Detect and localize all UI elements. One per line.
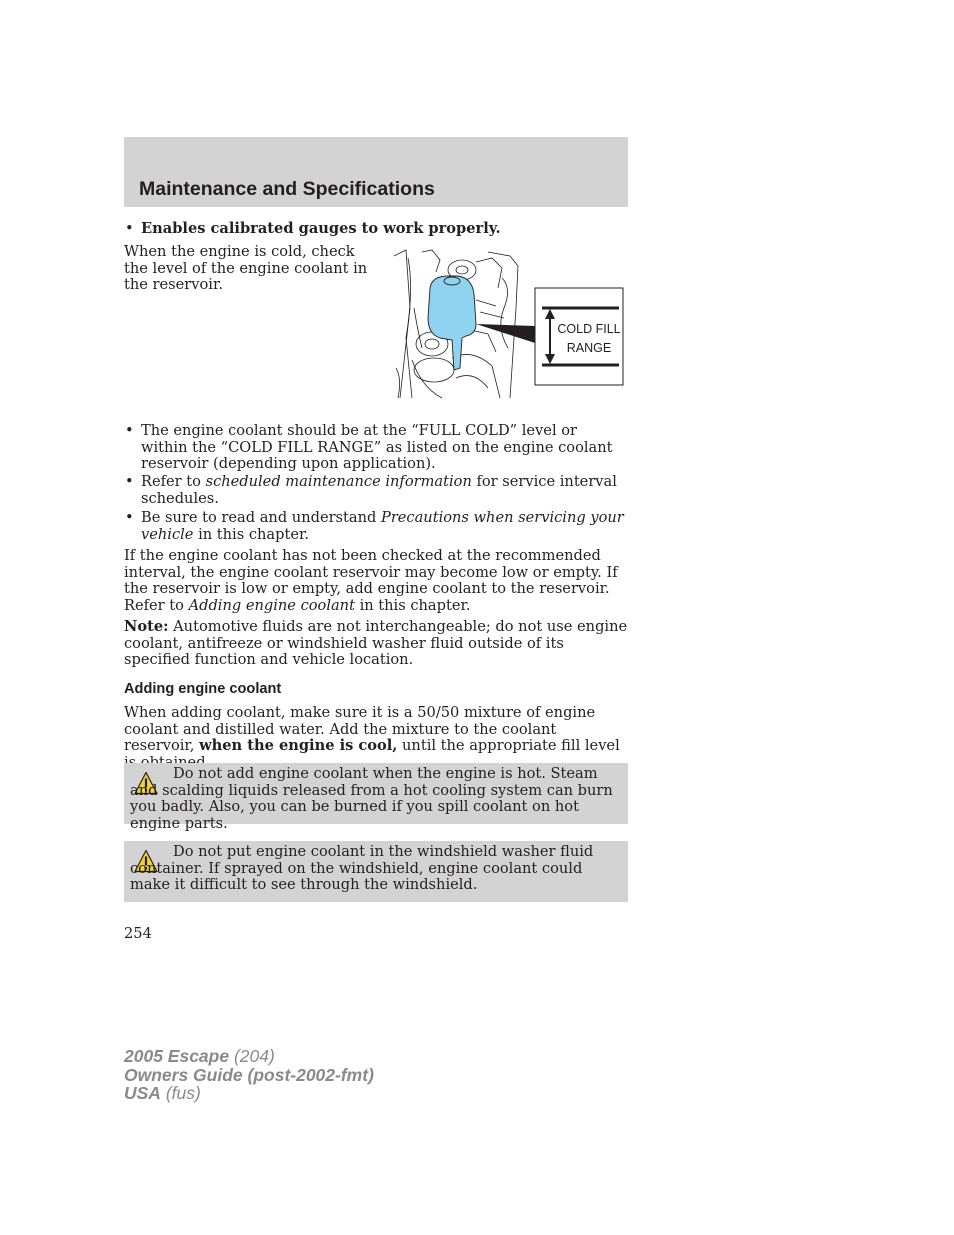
intro-paragraph: When the engine is cold, check the level of the engine coolant in the reservoir. <box>124 243 368 294</box>
list-item <box>124 474 628 507</box>
cold-fill-label-box <box>535 288 623 385</box>
section-heading: Adding engine coolant <box>124 681 282 697</box>
bullet-text: Enables calibrated gauges to work properly. <box>141 220 501 237</box>
body-paragraph: When adding coolant, make sure it is a 50/50 mixture of engine coolant and distilled water. Add the mixture to the coolant reservoir, when the engine is cool, until the appropriate fill level <box>124 704 620 755</box>
warning-box <box>124 841 628 902</box>
bullet-marker: • <box>125 422 134 439</box>
bullet-text: Be sure to read and understand Precautions when servicing your vehicle in this chapter. <box>141 509 624 543</box>
warning-text: Do not put engine coolant in the windshield washer fluid container. If sprayed on the windshield, engine coolant could make it difficult to see through the windshield. <box>130 843 594 894</box>
body-paragraph: If the engine coolant has not been checked at the recommended interval, the engine coolant reservoir may become low or empty. If the reservoir is low or empty, add engine coolant to the reservoir. Refer to Adding engine coolant in this chapter. <box>124 547 618 614</box>
bullet-text: The engine coolant should be at the “FULL COLD” level or within the “COLD FILL RANGE” as listed on the engine coolant reservoir (depending upon application). <box>141 422 613 473</box>
coolant-reservoir-illustration <box>392 248 628 404</box>
bullet-marker: • <box>125 509 134 526</box>
list-item <box>124 423 628 473</box>
list-item <box>124 510 628 543</box>
list-item <box>124 221 628 238</box>
warning-box <box>124 763 628 832</box>
warning-text: Do not add engine coolant when the engine is hot. Steam and scalding liquids released from a hot cooling system can burn you badly. Also, you can be burned if you spill coolant on hot engine parts. <box>130 765 613 832</box>
cross-reference: scheduled maintenance information <box>205 473 472 490</box>
note-paragraph: Note: Automotive fluids are not interchangeable; do not use engine coolant, antifreeze or windshield washer fluid outside of its specified function and vehicle location. <box>124 618 628 669</box>
cross-reference: Adding engine coolant <box>188 596 355 614</box>
bullet-marker: • <box>125 473 134 490</box>
bullet-text: Refer to scheduled maintenance information for service interval schedules. <box>141 473 617 507</box>
bullet-marker: • <box>125 220 134 237</box>
document-footer: 2005 Escape (204) Owners Guide (post-2002-fmt) USA (fus) <box>124 1046 374 1103</box>
cold-fill-label-line1: COLD FILL <box>557 322 621 336</box>
page-title: Maintenance and Specifications <box>139 178 435 200</box>
cold-fill-label-line2: RANGE <box>566 341 612 355</box>
section-header-band <box>124 137 628 207</box>
note-label: Note: <box>124 618 169 635</box>
cross-reference: Precautions when servicing your vehicle <box>141 509 624 543</box>
page-number: 254 <box>124 925 152 942</box>
